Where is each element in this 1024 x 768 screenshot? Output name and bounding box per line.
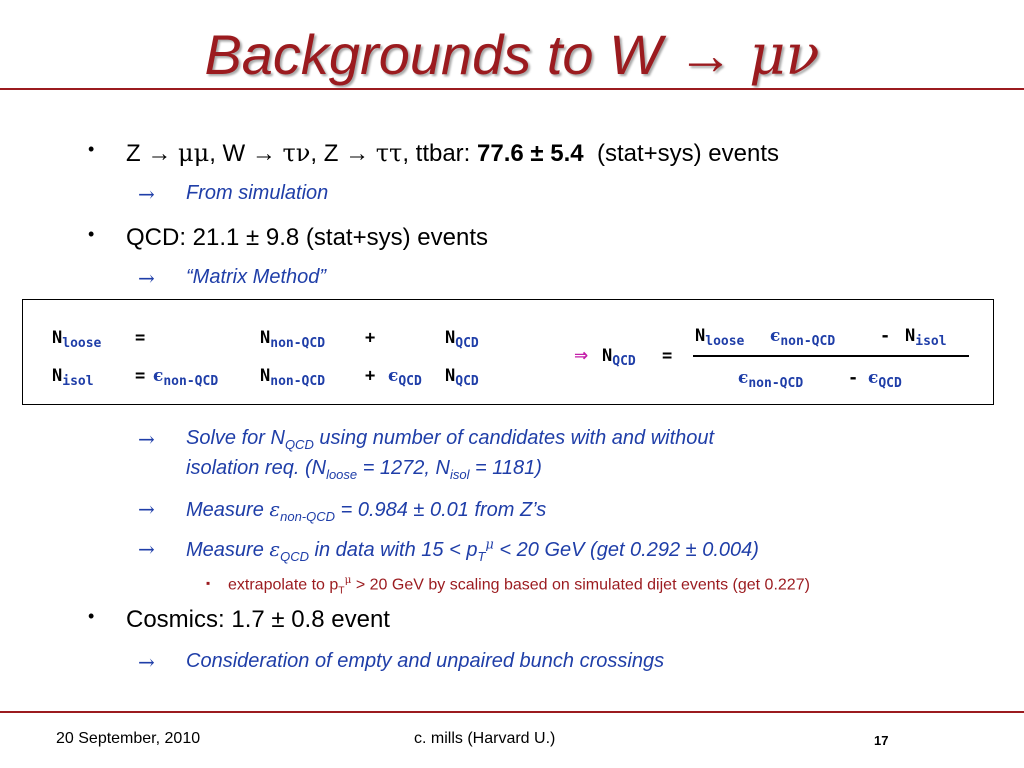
- eq-denominator-minus: [848, 368, 858, 388]
- equation-box: [22, 299, 994, 405]
- epsilon: ϵ: [738, 368, 749, 388]
- arrow-icon: →: [138, 266, 155, 290]
- subsub-extrapolate: [206, 574, 810, 597]
- symbol: N: [445, 366, 456, 386]
- text-span: , Z →: [310, 140, 376, 167]
- bullet-marker: •: [88, 139, 95, 159]
- greek-span: τν: [282, 139, 311, 167]
- page-number: 17: [874, 733, 889, 748]
- greek-span: μμ: [178, 139, 210, 167]
- epsilon: ε: [269, 537, 281, 561]
- arrow-icon: →: [138, 650, 155, 674]
- text-span: using number of candidates with and without: [313, 427, 715, 449]
- bullet-backgrounds: [88, 139, 780, 168]
- text-span: (stat+sys) events: [583, 140, 780, 167]
- symbol: N: [52, 366, 63, 386]
- symbol: N: [52, 328, 63, 348]
- epsilon: ϵ: [868, 368, 879, 388]
- greek-span: ττ: [375, 139, 403, 167]
- subscript: non-QCD: [748, 376, 804, 391]
- implies-arrow: ⇒: [574, 346, 589, 366]
- operator: =: [135, 328, 146, 348]
- eq-nqcd-result: [602, 346, 636, 369]
- eq-nnonqcd-2: [260, 366, 326, 389]
- subscript: QCD: [612, 354, 636, 369]
- subscript: QCD: [398, 374, 422, 389]
- subscript: isol: [449, 467, 470, 482]
- text-span: Solve for N: [186, 427, 285, 449]
- subscript: non-QCD: [280, 509, 336, 524]
- value-span: 77.6 ± 5.4: [477, 140, 584, 167]
- operator: =: [135, 366, 146, 386]
- operator: -: [848, 368, 859, 388]
- sub-consideration: [138, 650, 665, 674]
- sub-text: From simulation: [186, 182, 329, 204]
- eq-numerator-eps: [770, 326, 836, 349]
- footer-date: 20 September, 2010: [56, 730, 201, 747]
- symbol: N: [260, 328, 271, 348]
- text-span: isolation req. (N: [186, 457, 327, 479]
- eq-plus-2: [365, 366, 375, 386]
- operator: +: [365, 366, 376, 386]
- subscript: isol: [62, 374, 94, 389]
- eq-numerator-minus: [880, 326, 890, 346]
- text-span: , ttbar:: [402, 140, 478, 167]
- sub-matrix-method: [138, 266, 327, 290]
- subscript: loose: [705, 334, 745, 349]
- subscript: QCD: [878, 376, 902, 391]
- superscript: μ: [344, 574, 352, 586]
- epsilon: ϵ: [388, 366, 399, 386]
- slide-title: [0, 22, 1024, 88]
- bullet-cosmics: [88, 606, 390, 634]
- text-span: Measure: [186, 539, 270, 561]
- eq-eps-nonqcd-1: [153, 366, 219, 389]
- arrow-icon: →: [138, 497, 155, 521]
- arrow-icon: →: [138, 427, 155, 451]
- footer-author: c. mills (Harvard U.): [414, 730, 556, 747]
- bullet-marker: •: [88, 606, 95, 626]
- footer-divider: [0, 711, 1024, 713]
- eq-equals-3: [662, 346, 672, 366]
- sub-from-simulation: [138, 182, 329, 206]
- symbol: N: [602, 346, 613, 366]
- bullet-text: Cosmics: 1.7 ± 0.8 event: [126, 606, 390, 633]
- eq-equals-2: [135, 366, 145, 386]
- symbol: N: [445, 328, 456, 348]
- bullet-marker: •: [88, 224, 95, 244]
- text-span: Measure: [186, 499, 270, 521]
- eq-nloose-lhs: [52, 328, 102, 351]
- text-span: Z →: [126, 140, 178, 167]
- title-text: Backgrounds to W →: [204, 23, 750, 86]
- eq-denominator-eps-nonqcd: [738, 368, 804, 391]
- eq-numerator-nloose: [695, 326, 745, 349]
- text-span: = 1272, N: [357, 457, 450, 479]
- text-span: = 0.984 ± 0.01 from Z’s: [335, 499, 547, 521]
- sub-solve-for: [138, 427, 715, 452]
- text-span: , W →: [209, 140, 283, 167]
- subscript: T: [477, 549, 486, 564]
- subscript: QCD: [455, 374, 479, 389]
- operator: =: [662, 346, 673, 366]
- eq-numerator-nisol: [905, 326, 947, 349]
- subscript: non-QCD: [270, 336, 326, 351]
- bullet-qcd: [88, 224, 488, 252]
- text-span: < 20 GeV (get 0.292 ± 0.004): [493, 539, 759, 561]
- symbol: N: [260, 366, 271, 386]
- sub-text: Consideration of empty and unpaired bunch crossings: [186, 650, 665, 672]
- subscript: non-QCD: [270, 374, 326, 389]
- eq-denominator-eps-qcd: [868, 368, 902, 391]
- sub-measure-eps-qcd: [138, 537, 759, 564]
- title-divider: [0, 88, 1024, 90]
- epsilon: ϵ: [153, 366, 164, 386]
- eq-plus-1: [365, 328, 375, 348]
- subscript: T: [338, 585, 345, 597]
- eq-nnonqcd-1: [260, 328, 326, 351]
- subscript: loose: [62, 336, 102, 351]
- sub-text: “Matrix Method”: [186, 266, 327, 288]
- eq-implies: [574, 346, 588, 366]
- square-bullet-icon: ▪: [206, 576, 211, 590]
- subscript: loose: [326, 467, 358, 482]
- subscript: QCD: [280, 549, 309, 564]
- eq-equals-1: [135, 328, 145, 348]
- text-span: in data with 15 < p: [309, 539, 478, 561]
- arrow-icon: →: [138, 537, 155, 561]
- eq-nisol-lhs: [52, 366, 94, 389]
- text-span: = 1181): [469, 457, 542, 479]
- subscript: non-QCD: [163, 374, 219, 389]
- subscript: QCD: [455, 336, 479, 351]
- epsilon: ε: [269, 497, 281, 521]
- subscript: isol: [915, 334, 947, 349]
- title-greek: μν: [749, 23, 820, 88]
- text-span: > 20 GeV by scaling based on simulated dijet events (get 0.227): [351, 576, 810, 594]
- bullet-text: QCD: 21.1 ± 9.8 (stat+sys) events: [126, 224, 488, 251]
- operator: -: [880, 326, 891, 346]
- subscript: non-QCD: [780, 334, 836, 349]
- symbol: N: [905, 326, 916, 346]
- fraction-bar: [693, 355, 969, 357]
- sub-solve-for-line2: [186, 457, 542, 482]
- epsilon: ϵ: [770, 326, 781, 346]
- eq-nqcd-2: [445, 366, 479, 389]
- eq-eps-qcd-1: [388, 366, 422, 389]
- eq-nqcd-1: [445, 328, 479, 351]
- operator: +: [365, 328, 376, 348]
- symbol: N: [695, 326, 706, 346]
- arrow-icon: →: [138, 182, 155, 206]
- subscript: QCD: [284, 437, 314, 452]
- sub-measure-eps-nonqcd: [138, 497, 547, 524]
- text-span: extrapolate to p: [228, 576, 339, 594]
- superscript: μ: [485, 537, 494, 553]
